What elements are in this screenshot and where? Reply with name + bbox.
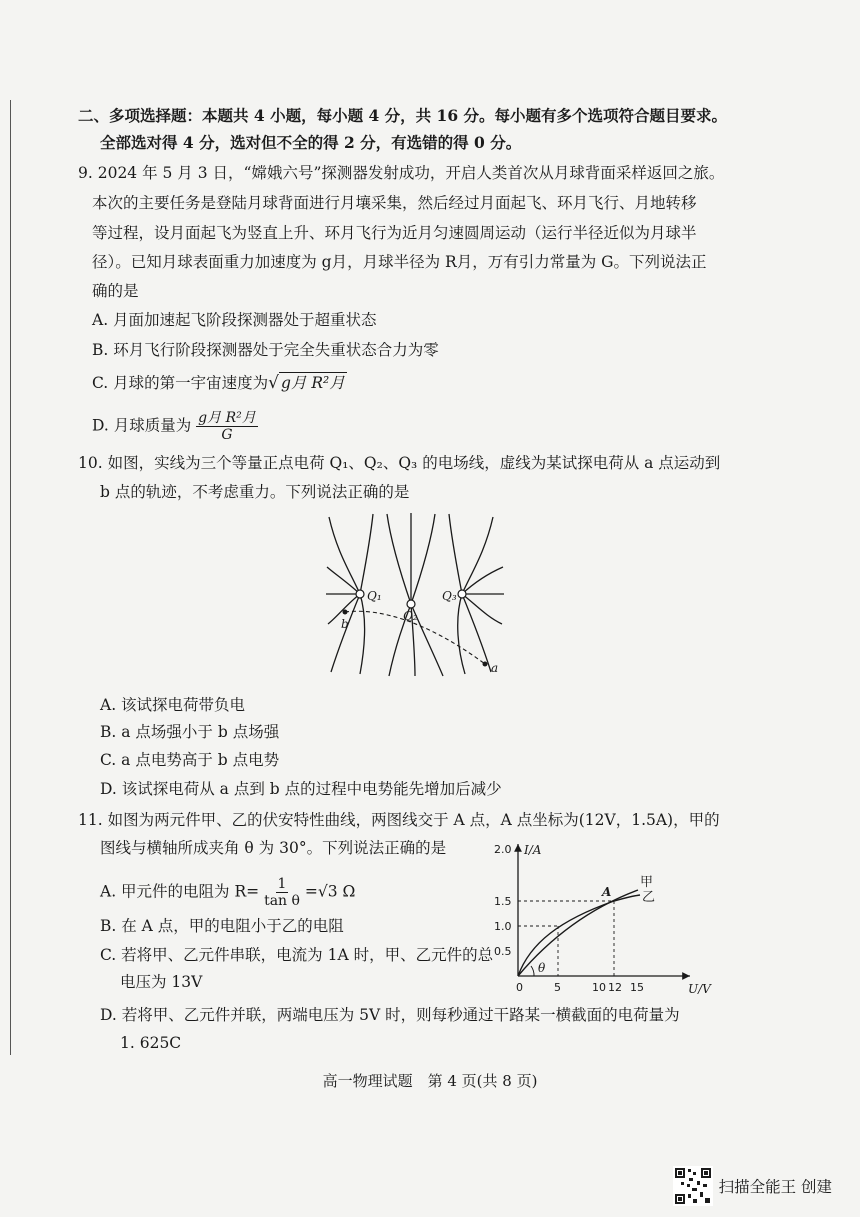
q11-option-a-prefix: A. 甲元件的电阻为 R= bbox=[100, 882, 260, 901]
margin-line bbox=[10, 100, 11, 1055]
label-q1: Q₁ bbox=[367, 589, 382, 603]
x-tick-15: 15 bbox=[630, 981, 644, 994]
iv-graph bbox=[490, 838, 720, 998]
y-axis-label: I/A bbox=[524, 843, 542, 857]
x-tick-10: 10 bbox=[592, 981, 606, 994]
q11-option-a-denominator: tan θ bbox=[264, 893, 300, 909]
q9-option-d bbox=[92, 410, 258, 443]
q9-line-4: 径）。已知月球表面重力加速度为 g月，月球半径为 R月，万有引力常量为 G。下列说法正 bbox=[92, 253, 707, 271]
q9-option-c-prefix: C. 月球的第一宇宙速度为 bbox=[92, 374, 269, 392]
q11-option-a-suffix: =√3 Ω bbox=[304, 882, 356, 901]
q11-option-b: B. 在 A 点，甲的电阻小于乙的电阻 bbox=[100, 917, 344, 935]
q11-option-a bbox=[100, 876, 355, 909]
y-tick-2.0: 2.0 bbox=[494, 843, 512, 856]
q11-option-a-fraction bbox=[264, 876, 300, 909]
section-heading-line2: 全部选对得 4 分，选对但不全的得 2 分，有选错的得 0 分。 bbox=[100, 133, 522, 152]
y-tick-1.5: 1.5 bbox=[494, 895, 512, 908]
q9-option-d-prefix: D. 月球质量为 bbox=[92, 416, 192, 435]
label-b: b bbox=[341, 617, 349, 631]
q9-option-d-numerator: g月 R²月 bbox=[198, 410, 256, 426]
q9-line-1: 9. 2024 年 5 月 3 日，“嫦娥六号”探测器发射成功，开启人类首次从月球背面采样返回之旅。 bbox=[78, 164, 725, 182]
field-lines-figure bbox=[325, 512, 505, 677]
q11-option-a-numerator: 1 bbox=[277, 876, 287, 892]
q10-option-a: A. 该试探电荷带负电 bbox=[100, 696, 246, 714]
qr-code-icon bbox=[673, 1166, 713, 1206]
label-q2: Q₂ bbox=[403, 609, 418, 623]
label-a: a bbox=[491, 661, 499, 675]
q11-line-1: 11. 如图为两元件甲、乙的伏安特性曲线，两图线交于 A 点，A 点坐标为(12V，1.5A)，甲的 bbox=[78, 811, 720, 829]
q11-option-d-line2: 1. 625C bbox=[120, 1034, 182, 1052]
x-tick-5: 5 bbox=[554, 981, 561, 994]
q9-line-2: 本次的主要任务是登陆月球背面进行月壤采集，然后经过月面起飞、环月飞行、月地转移 bbox=[92, 194, 697, 212]
y-tick-1.0: 1.0 bbox=[494, 920, 512, 933]
q9-line-5: 确的是 bbox=[92, 282, 139, 300]
q11-option-c-line2: 电压为 13V bbox=[120, 973, 203, 991]
q10-option-c: C. a 点电势高于 b 点电势 bbox=[100, 751, 280, 769]
q9-option-d-denominator: G bbox=[221, 427, 233, 443]
q9-line-3: 等过程，设月面起飞为竖直上升、环月飞行为近月匀速圆周运动（运行半径近似为月球半 bbox=[92, 224, 697, 242]
curve-jia-label: 甲 bbox=[640, 875, 654, 890]
label-q3: Q₃ bbox=[442, 589, 457, 603]
scanner-stamp bbox=[673, 1166, 832, 1206]
x-tick-12: 12 bbox=[608, 981, 622, 994]
q11-option-c-line1: C. 若将甲、乙元件串联，电流为 1A 时，甲、乙元件的总 bbox=[100, 946, 494, 964]
x-axis-label: U/V bbox=[688, 982, 711, 996]
x-tick-0: 0 bbox=[516, 981, 523, 994]
q9-option-d-fraction bbox=[196, 410, 258, 443]
page-footer: 高一物理试题 第 4 页(共 8 页) bbox=[322, 1072, 538, 1090]
q9-option-c-formula: g月 R²月 bbox=[281, 374, 345, 392]
q11-line-2: 图线与横轴所成夹角 θ 为 30°。下列说法正确的是 bbox=[100, 839, 447, 857]
q10-option-d: D. 该试探电荷从 a 点到 b 点的过程中电势能先增加后减少 bbox=[100, 780, 502, 798]
angle-label: θ bbox=[538, 961, 546, 975]
scanner-stamp-text: 扫描全能王 创建 bbox=[718, 1178, 832, 1196]
curve-yi-label: 乙 bbox=[642, 890, 656, 905]
q9-option-b: B. 环月飞行阶段探测器处于完全失重状态合力为零 bbox=[92, 341, 439, 359]
q9-option-c: C. 月球的第一宇宙速度为√ g月 R²月 bbox=[92, 373, 345, 393]
q10-option-b: B. a 点场强小于 b 点场强 bbox=[100, 723, 280, 741]
q11-option-d-line1: D. 若将甲、乙元件并联，两端电压为 5V 时，则每秒通过干路某一横截面的电荷量为 bbox=[100, 1006, 680, 1024]
q10-line-2: b 点的轨迹，不考虑重力。下列说法正确的是 bbox=[100, 483, 410, 501]
q10-line-1: 10. 如图，实线为三个等量正点电荷 Q₁、Q₂、Q₃ 的电场线，虚线为某试探电荷从 a 点运动到 bbox=[78, 454, 721, 472]
point-a-label: A bbox=[602, 885, 612, 899]
q9-option-a: A. 月面加速起飞阶段探测器处于超重状态 bbox=[92, 311, 377, 329]
y-tick-0.5: 0.5 bbox=[494, 945, 512, 958]
section-heading-line1: 二、多项选择题：本题共 4 小题，每小题 4 分，共 16 分。每小题有多个选项符合题目要求。 bbox=[78, 106, 728, 125]
